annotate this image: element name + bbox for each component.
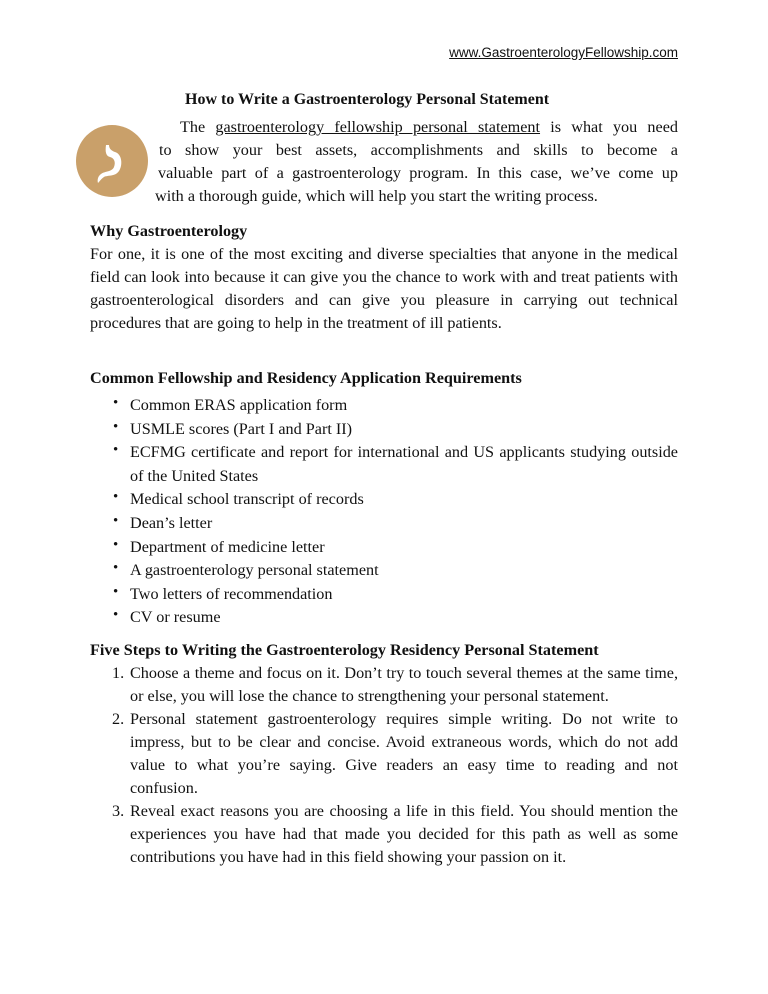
list-item: • Dean’s letter (130, 512, 678, 536)
list-item: • Common ERAS application form (130, 394, 678, 418)
step-number: 3. (112, 802, 125, 820)
why-section (90, 220, 678, 335)
intro-line2: to show your best assets, accomplishments and skills to become a (159, 141, 678, 159)
intro-prefix: The (180, 118, 216, 136)
why-heading: Why Gastroenterology (90, 222, 248, 240)
list-item: • A gastroenterology personal statement (130, 559, 678, 583)
list-item: • Department of medicine letter (130, 536, 678, 560)
requirements-list (90, 394, 678, 630)
list-item (112, 800, 678, 869)
steps-list (90, 662, 678, 869)
intro-line1-suffix: is what you need (540, 118, 678, 136)
requirements-heading: Common Fellowship and Residency Application Requirements (90, 369, 522, 387)
step-text: Personal statement gastroenterology requires simple writing. Do not write to impress, but to be clear and concise. Avoid extraneous words, which do not add value to what you’re saying. Give readers an easy time to reading and not confusion. (130, 710, 678, 797)
step-text: Reveal exact reasons you are choosing a life in this field. You should mention the experiences you have had that made you decided for this path as well as some contributions you have had in this field showing your passion on it. (130, 802, 678, 866)
stomach-icon (76, 125, 148, 197)
list-item: • CV or resume (130, 606, 678, 630)
list-item (112, 708, 678, 800)
document-title: How to Write a Gastroenterology Personal Statement (185, 91, 550, 108)
requirements-section (90, 367, 678, 630)
list-item: • Medical school transcript of records (130, 488, 678, 512)
steps-heading: Five Steps to Writing the Gastroenterology Residency Personal Statement (90, 641, 599, 659)
steps-section (90, 639, 678, 869)
step-number: 2. (112, 710, 125, 728)
intro-line3: valuable part of a gastroenterology program. In this case, we’ve come up (158, 164, 678, 182)
site-url-link[interactable]: www.GastroenterologyFellowship.com (449, 45, 678, 60)
why-body: For one, it is one of the most exciting and diverse specialties that anyone in the medical field can look into because it can give you the chance to work with and treat patients with gastroenterological disorders and can give you pleasure in carrying out technical procedures that are going to help in the treatment of ill patients. (90, 245, 678, 332)
list-item: • USMLE scores (Part I and Part II) (130, 418, 678, 442)
intro-line4: with a thorough guide, which will help you start the writing process. (155, 187, 598, 205)
list-item: • Two letters of recommendation (130, 583, 678, 607)
personal-statement-link[interactable]: gastroenterology fellowship personal statement (215, 118, 541, 136)
list-item (112, 662, 678, 708)
step-number: 1. (112, 664, 125, 682)
step-text: Choose a theme and focus on it. Don’t try to touch several themes at the same time, or else, you will lose the chance to strengthening your personal statement. (130, 664, 678, 705)
list-item: • ECFMG certificate and report for international and US applicants studying outside of the United States (130, 441, 678, 488)
intro-paragraph (155, 116, 678, 208)
